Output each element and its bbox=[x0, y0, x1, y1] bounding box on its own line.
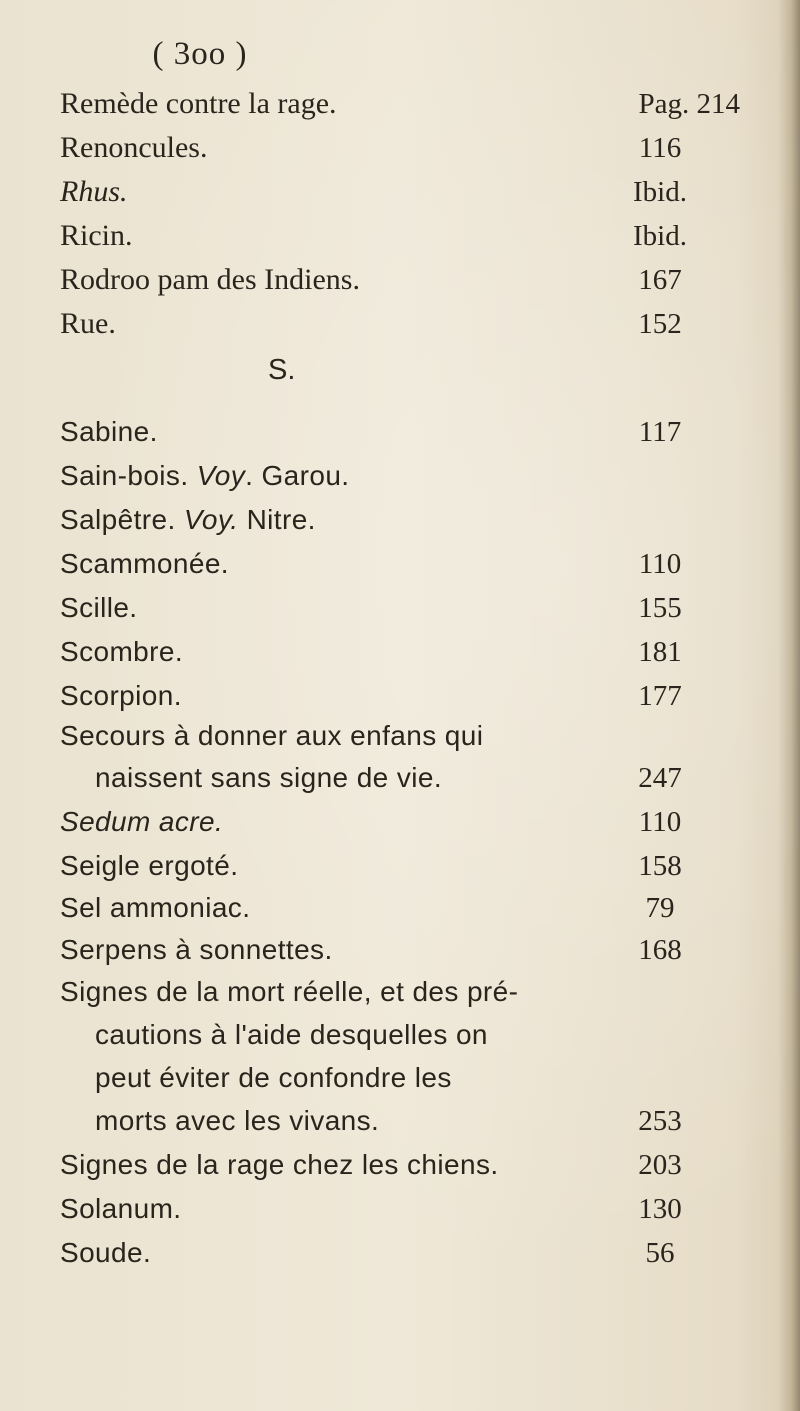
index-entry-page bbox=[540, 86, 740, 122]
index-entry-term-continued: cautions à l'aide desquelles on bbox=[95, 1019, 488, 1050]
index-entry-page: 79 bbox=[645, 892, 675, 924]
term-text: Salpêtre. bbox=[60, 504, 176, 535]
index-entry-page: 110 bbox=[638, 806, 682, 838]
index-entry-page: Ibid. bbox=[633, 220, 687, 252]
italic-term: Sedum acre. bbox=[60, 806, 224, 837]
index-entry-page: Ibid. bbox=[633, 176, 687, 208]
index-entry-page: 110 bbox=[638, 548, 682, 580]
index-entry-term: Remède contre la rage. bbox=[60, 87, 337, 120]
index-entry-term: Rue. bbox=[60, 307, 116, 340]
index-entry-page: 155 bbox=[638, 592, 682, 624]
index-entry-term: Sel ammoniac. bbox=[60, 892, 251, 923]
term-text: Sain-bois. bbox=[60, 460, 189, 491]
index-entry-page: 203 bbox=[638, 1149, 682, 1181]
index-entry-term bbox=[60, 804, 580, 840]
index-entry-term: Sabine. bbox=[60, 416, 158, 447]
index-entry-term-continued: peut éviter de confondre les bbox=[95, 1062, 452, 1093]
index-entry-page: 117 bbox=[638, 416, 682, 448]
page-edge-shadow bbox=[778, 0, 800, 1411]
index-entry-term bbox=[60, 458, 580, 494]
index-entry-term: Solanum. bbox=[60, 1193, 182, 1224]
index-entry-term: Soude. bbox=[60, 1237, 152, 1268]
index-entry-page: 168 bbox=[638, 934, 682, 966]
index-entry-page: 152 bbox=[638, 308, 682, 340]
index-entry-term: Signes de la mort réelle, et des pré- bbox=[60, 976, 519, 1007]
italic-term: Rhus. bbox=[60, 175, 128, 208]
index-entry-page: 56 bbox=[645, 1237, 675, 1269]
index-entry-term: Scammonée. bbox=[60, 548, 229, 579]
term-text: Nitre. bbox=[246, 504, 316, 535]
index-entry-page: 158 bbox=[638, 850, 682, 882]
page-number: ( 3oo ) bbox=[152, 36, 248, 72]
index-entry-page: 167 bbox=[638, 264, 682, 296]
index-entry-page: 177 bbox=[638, 680, 682, 712]
index-entry-term: Renoncules. bbox=[60, 131, 208, 164]
index-entry-term: Seigle ergoté. bbox=[60, 850, 239, 881]
index-entry-page: 181 bbox=[638, 636, 682, 668]
index-entry-term: Scorpion. bbox=[60, 680, 182, 711]
index-entry-term bbox=[60, 174, 580, 210]
index-entry-term: Secours à donner aux enfans qui bbox=[60, 720, 484, 751]
index-entry-term-continued: morts avec les vivans. bbox=[95, 1105, 380, 1136]
voy-reference: Voy bbox=[196, 460, 246, 491]
index-entry-page: 253 bbox=[638, 1105, 682, 1137]
index-entry-term-continued: naissent sans signe de vie. bbox=[95, 762, 443, 793]
index-entry-term: Signes de la rage chez les chiens. bbox=[60, 1149, 499, 1180]
index-entry-page: 247 bbox=[638, 762, 682, 794]
index-entry-page: 116 bbox=[638, 132, 682, 164]
index-entry-term: Ricin. bbox=[60, 219, 133, 252]
index-entry-term: Serpens à sonnettes. bbox=[60, 934, 333, 965]
index-entry-term bbox=[60, 502, 580, 538]
section-heading: S. bbox=[268, 354, 296, 386]
term-text: . Garou. bbox=[245, 460, 350, 491]
page-value: 214 bbox=[696, 88, 740, 120]
index-entry-term: Scille. bbox=[60, 592, 138, 623]
pag-label: Pag. bbox=[638, 88, 690, 120]
index-entry-page: 130 bbox=[638, 1193, 682, 1225]
voy-reference: Voy. bbox=[183, 504, 239, 535]
index-entry-term: Scombre. bbox=[60, 636, 184, 667]
index-entry-term: Rodroo pam des Indiens. bbox=[60, 263, 360, 296]
